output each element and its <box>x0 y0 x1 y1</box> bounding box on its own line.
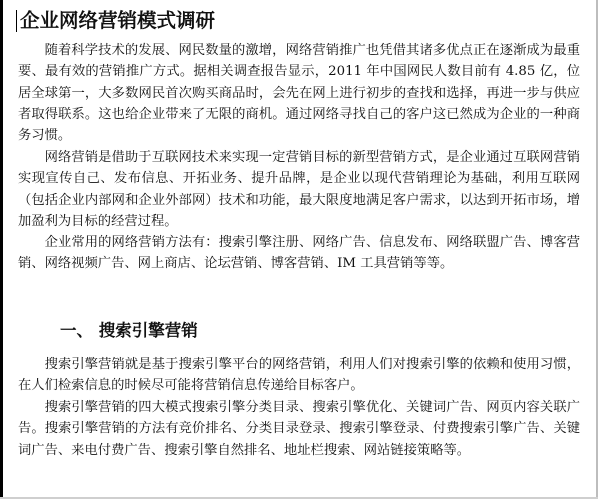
paragraph-methods[interactable]: 企业常用的网络营销方法有：搜索引擎注册、网络广告、信息发布、网络联盟广告、博客营销、网络视频广告、网上商店、论坛营销、博客营销、IM 工具营销等等。 <box>18 235 580 272</box>
paragraph-definition[interactable]: 网络营销是借助于互联网技术来实现一定营销目标的新型营销方式，是企业通过互联网营销实现宣传自己、发布信息、开拓业务、提升品牌，是企业以现代营销理论为基础，利用互联网（包括企业内部网和企业外部网）技术和功能，最大限度地满足客户需求，以达到开拓市场，增加盈利为目标的经营过程。 <box>18 150 580 229</box>
document-title[interactable]: 企业网络营销模式调研 <box>20 9 216 32</box>
paragraph-intro[interactable]: 随着科学技术的发展、网民数量的激增，网络营销推广也凭借其诸多优点正在逐渐成为最重要、最有效的营销推广方式。据相关调查报告显示，2011 年中国网民人数目前有 4.85 亿，位居全球第一，大多数网民首次购买商品时，会先在网上进行初步的查找和选择，再进一步与供应者取得联系。这也给企业带来了无限的商机。通过网络寻找自己的客户这已然成为企业的一种商务习惯。 <box>18 43 580 144</box>
section-heading-search-engine[interactable]: 一、 搜索引擎营销 <box>60 321 198 340</box>
text-cursor <box>16 10 17 32</box>
paragraph-search-engine-modes[interactable]: 搜索引擎营销的四大模式搜索引擎分类目录、搜索引擎优化、关键词广告、网页内容关联广告。搜索引擎营销的方法有竞价排名、分类目录登录、搜索引擎登录、付费搜索引擎广告、关键词广告、来电付费广告、搜索引擎自然排名、地址栏搜索、网站链接策略等。 <box>18 400 580 458</box>
page-left-border <box>0 0 3 499</box>
paragraph-search-engine-definition[interactable]: 搜索引擎营销就是基于搜索引擎平台的网络营销，利用人们对搜索引擎的依赖和使用习惯，在人们检索信息的时候尽可能将营销信息传递给目标客户。 <box>18 357 580 394</box>
